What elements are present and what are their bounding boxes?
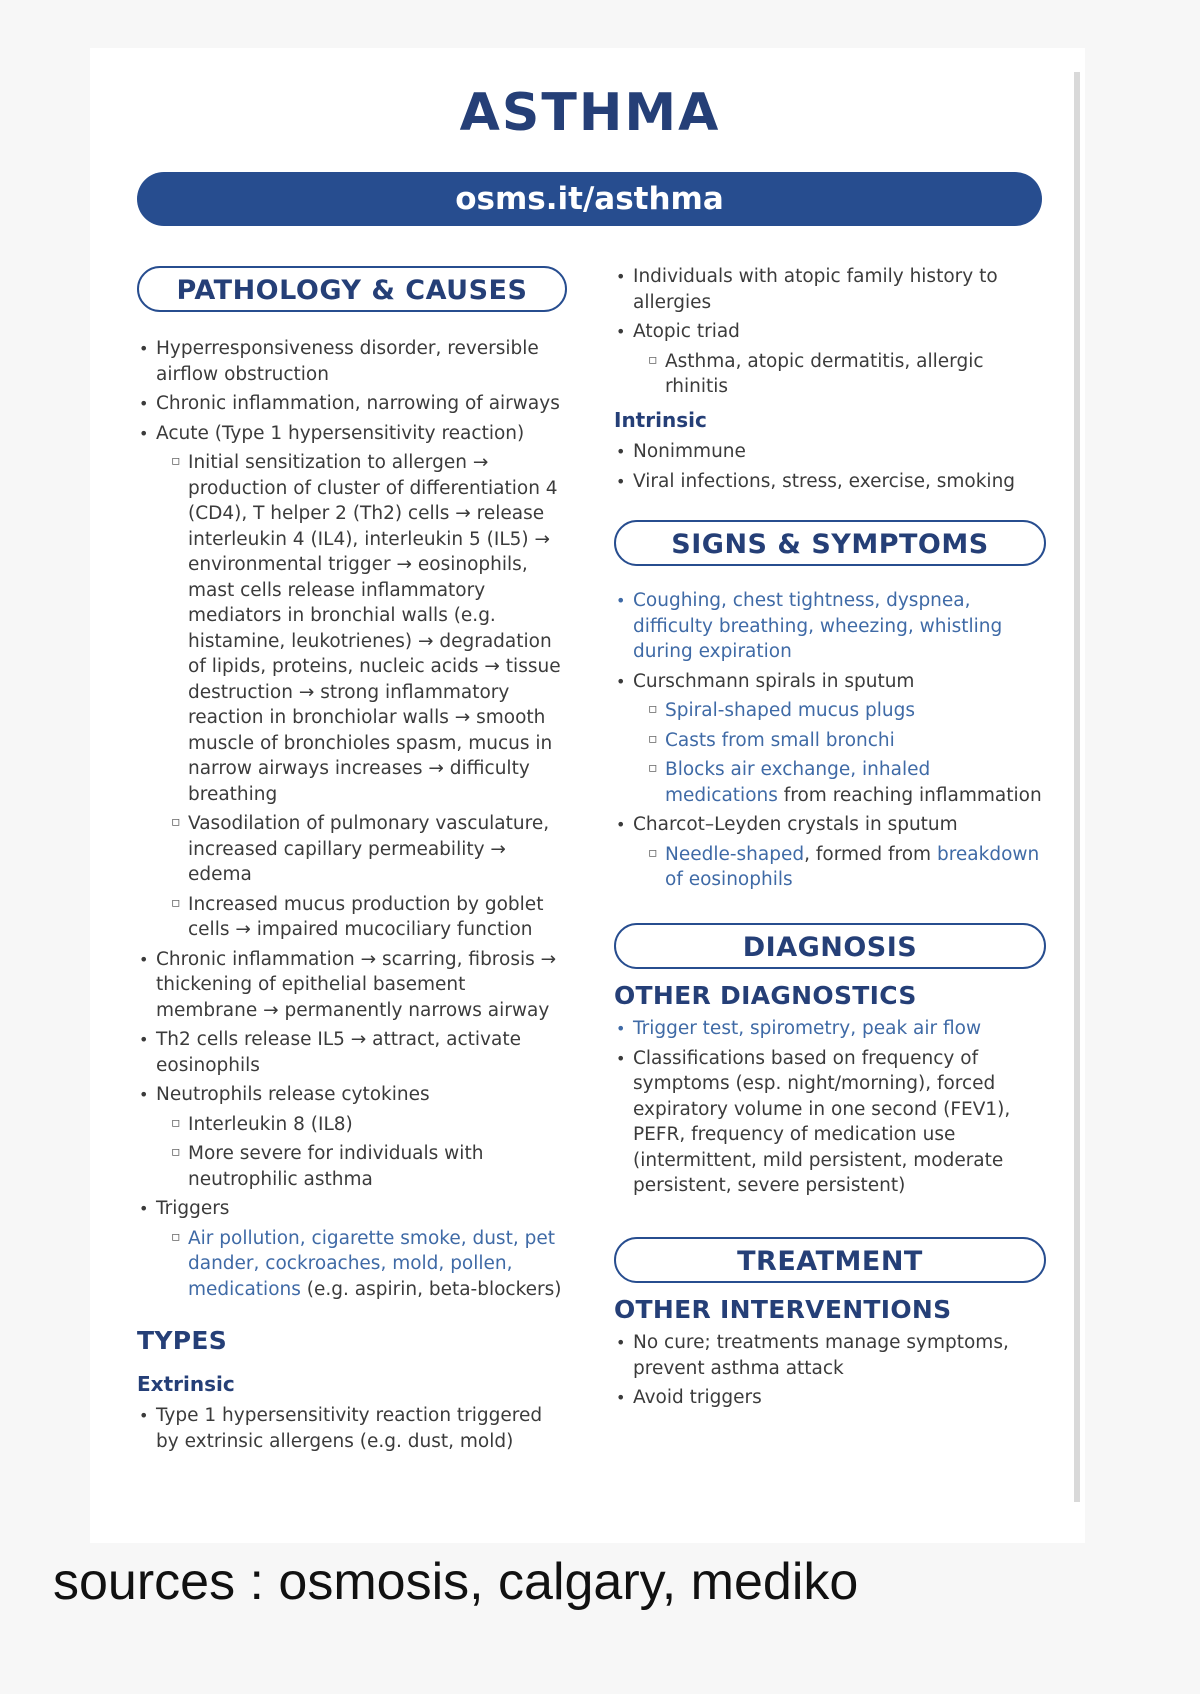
signs-heading: SIGNS & SYMPTOMS — [614, 520, 1046, 566]
list-item: • Nonimmune — [614, 439, 1046, 465]
list-item: • Viral infections, stress, exercise, smoking — [614, 469, 1046, 495]
extrinsic-list-continued — [614, 264, 1046, 400]
list-item — [614, 812, 1046, 893]
list-item-text: Atopic triad — [633, 321, 740, 342]
list-item: • Trigger test, spirometry, peak air flow — [614, 1016, 1046, 1042]
list-item: • Coughing, chest tightness, dyspnea, difficulty breathing, wheezing, whistling during expiration — [614, 588, 1046, 665]
highlight-text: Blocks air exchange, inhaled medications — [665, 759, 931, 806]
sub-list — [169, 1226, 567, 1303]
sheet-edge-shadow — [1074, 72, 1080, 1502]
sub-list-item: ▫ Spiral-shaped mucus plugs — [646, 698, 1046, 724]
sub-list-item: ▫ Casts from small bronchi — [646, 728, 1046, 754]
list-item: • Type 1 hypersensitivity reaction triggered by extrinsic allergens (e.g. dust, mold) — [137, 1403, 567, 1454]
other-diagnostics-heading: OTHER DIAGNOSTICS — [614, 980, 917, 1010]
intrinsic-heading: Intrinsic — [614, 407, 707, 432]
sub-list-item: ▫ Asthma, atopic dermatitis, allergic rhinitis — [646, 349, 1046, 400]
list-item — [137, 1082, 567, 1192]
highlight-text: breakdown of eosinophils — [665, 843, 1040, 890]
list-item — [614, 669, 1046, 809]
list-item-text: Curschmann spirals in sputum — [633, 670, 915, 692]
sub-list-item — [646, 842, 1046, 893]
intrinsic-list — [614, 439, 1046, 494]
sub-list-item: ▫ Vasodilation of pulmonary vasculature, increased capillary permeability → edema — [169, 811, 567, 888]
list-item: • Classifications based on frequency of symptoms (esp. night/morning), forced expiratory volume in one second (FEV1), PEFR, frequency of medication use (intermittent, mild persistent, moderate persistent, severe persistent) — [614, 1046, 1046, 1199]
extrinsic-heading: Extrinsic — [137, 1371, 235, 1396]
sub-list-item — [646, 757, 1046, 808]
list-item: • Individuals with atopic family history to allergies — [614, 264, 1046, 315]
list-item — [137, 1196, 567, 1302]
sub-list — [646, 698, 1046, 808]
list-item: • Avoid triggers — [614, 1385, 1046, 1411]
list-item-text: Acute (Type 1 hypersensitivity reaction) — [156, 422, 525, 444]
sub-list-item: ▫ Initial sensitization to allergen → production of cluster of differentiation 4 (CD4), T helper 2 (Th2) cells → release interleukin 4 (IL4), interleukin 5 (IL5) → environmental trigger → eosinophils, mast cells release inflammatory mediators in bronchial walls (e.g. histamine, leukotrienes) → degradation of lipids, proteins, nucleic acids → tissue destruction → strong inflammatory reaction in bronchiolar walls → smooth muscle of bronchioles spasm, mucus in narrow airways increases → difficulty breathing — [169, 450, 567, 807]
diagnosis-list — [614, 1016, 1046, 1199]
types-heading: TYPES — [137, 1326, 228, 1355]
sources-caption: sources : osmosis, calgary, mediko — [53, 1553, 859, 1611]
sub-list-item: ▫ More severe for individuals with neutrophilic asthma — [169, 1141, 567, 1192]
right-column — [614, 264, 1046, 1415]
list-item-text: Triggers — [156, 1198, 230, 1219]
list-item — [137, 421, 567, 943]
trigger-highlight: Air pollution, cigarette smoke, dust, pet dander, cockroaches, mold, pollen, medications — [188, 1227, 555, 1300]
treatment-heading: TREATMENT — [614, 1237, 1046, 1283]
sub-list — [646, 349, 1046, 400]
list-item — [614, 319, 1046, 400]
left-column — [137, 266, 567, 1458]
diagnosis-heading: DIAGNOSIS — [614, 923, 1046, 969]
trigger-rest: (e.g. aspirin, beta-blockers) — [300, 1278, 562, 1300]
sub-list-item: ▫ Increased mucus production by goblet cells → impaired mucociliary function — [169, 892, 567, 943]
plain-text: , formed from — [804, 843, 932, 865]
page-title: ASTHMA — [459, 83, 721, 143]
list-item-text: Neutrophils release cytokines — [156, 1084, 430, 1105]
highlight-text: Needle-shaped — [665, 843, 805, 865]
list-item: • Chronic inflammation → scarring, fibrosis → thickening of epithelial basement membrane → permanently narrows airway — [137, 947, 567, 1024]
other-interventions-heading: OTHER INTERVENTIONS — [614, 1294, 952, 1324]
url-banner[interactable]: osms.it/asthma — [137, 172, 1042, 226]
sub-list-item: ▫ Interleukin 8 (IL8) — [169, 1112, 567, 1138]
list-item-text: Charcot–Leyden crystals in sputum — [633, 814, 958, 835]
pathology-list — [137, 336, 567, 1302]
sub-list-item — [169, 1226, 567, 1303]
sub-list — [169, 450, 567, 943]
list-item: • Chronic inflammation, narrowing of airways — [137, 391, 567, 417]
pathology-heading: PATHOLOGY & CAUSES — [137, 266, 567, 312]
treatment-list — [614, 1330, 1046, 1411]
signs-list — [614, 588, 1046, 893]
list-item: • No cure; treatments manage symptoms, prevent asthma attack — [614, 1330, 1046, 1381]
sub-list — [646, 842, 1046, 893]
sub-list — [169, 1112, 567, 1193]
list-item: • Th2 cells release IL5 → attract, activate eosinophils — [137, 1027, 567, 1078]
plain-text: from reaching inflammation — [777, 784, 1042, 806]
list-item: • Hyperresponsiveness disorder, reversible airflow obstruction — [137, 336, 567, 387]
extrinsic-list — [137, 1403, 567, 1454]
